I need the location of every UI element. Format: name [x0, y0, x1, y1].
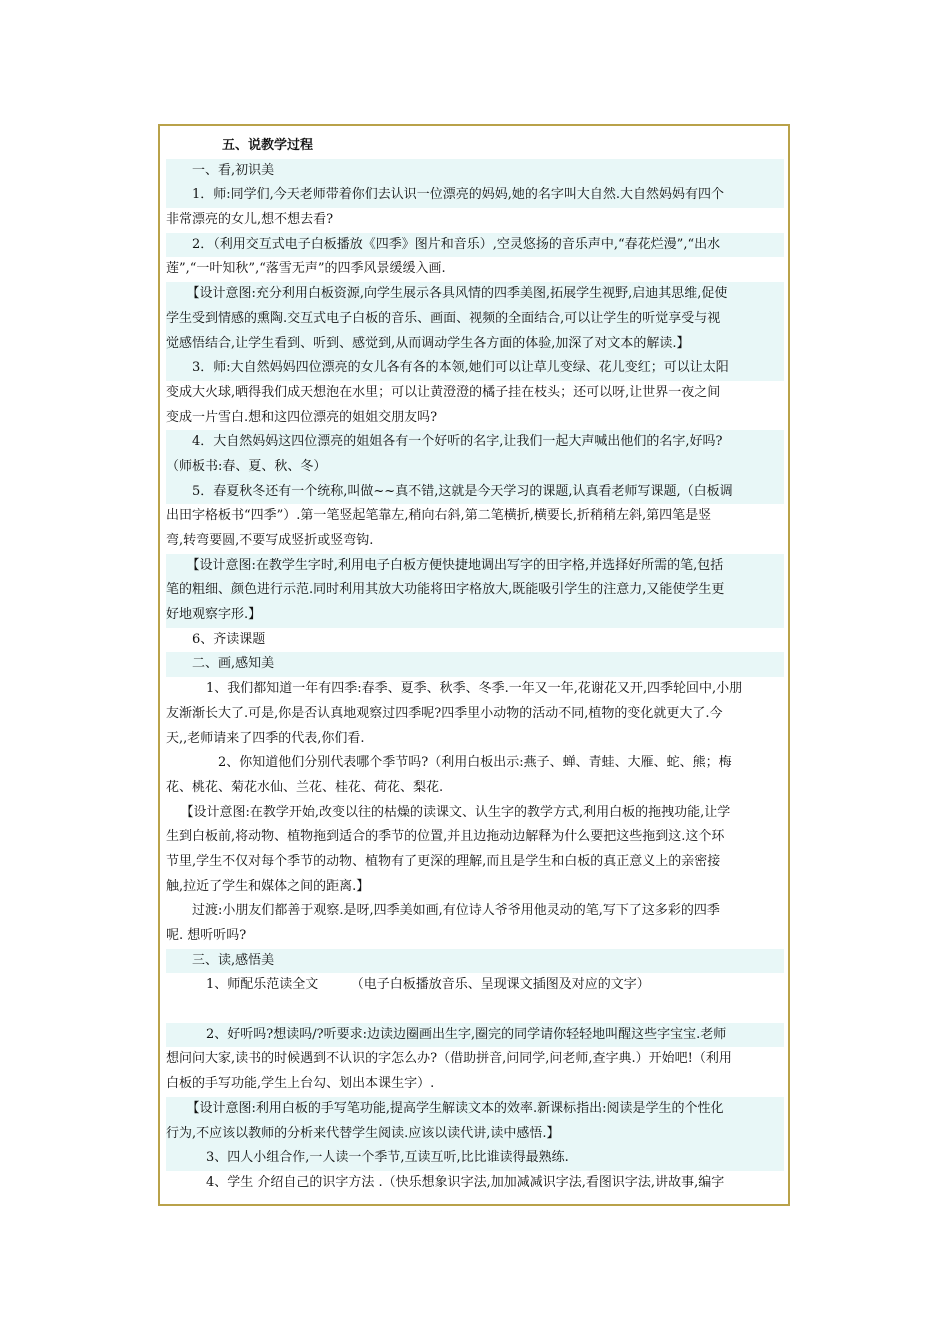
text-line: 3．师:大自然妈妈四位漂亮的女儿各有各的本领,她们可以让草儿变绿、花儿变红；可以让太阳 — [166, 356, 784, 381]
text-line: 白板的手写功能,学生上台勾、划出本课生字）. — [166, 1076, 435, 1092]
text-line — [166, 998, 784, 1023]
text-line: 生到白板前,将动物、植物拖到适合的季节的位置,并且边拖动边解释为什么要把这些拖到这.这个环 — [166, 829, 725, 845]
text-line: 天,,老师请来了四季的代表,你们看. — [166, 730, 365, 746]
text-line: 1、我们都知道一年有四季:春季、夏季、秋季、冬季.一年又一年,花谢花又开,四季轮回中,小朋 — [180, 681, 743, 697]
text-line: 变成一片雪白.想和这四位漂亮的姐姐交朋友吗? — [166, 409, 438, 425]
text-line: 弯,转弯要圆,不要写成竖折或竖弯钩. — [166, 533, 374, 548]
text-line: 【设计意图:在教学生字时,利用电子白板方便快捷地调出写字的田字格,并选择好所需的笔,包括 — [166, 554, 784, 579]
text-line: 1．师:同学们,今天老师带着你们去认识一位漂亮的妈妈,她的名字叫大自然.大自然妈妈有四个 — [166, 183, 784, 208]
text-line: 5．春夏秋冬还有一个统称,叫做~~真不错,这就是今天学习的课题,认真看老师写课题,（白板调 — [166, 480, 784, 505]
text-line: 二、画,感知美 — [166, 652, 784, 677]
text-line: 【设计意图:在教学开始,改变以往的枯燥的读课文、认生字的教学方式,利用白板的拖拽功能,让学 — [174, 804, 731, 820]
text-line: 2、你知道他们分别代表哪个季节吗?（利用白板出示:燕子、蝉、青蛙、大雁、蛇、熊；梅 — [192, 755, 732, 771]
text-line: （师板书:春、夏、秋、冬） — [166, 455, 784, 480]
text-line: 笔的粗细、颜色进行示范.同时利用其放大功能将田字格放大,既能吸引学生的注意力,又能使学生更 — [166, 578, 784, 603]
text-line: 节里,学生不仅对每个季节的动物、植物有了更深的理解,而且是学生和白板的真正意义上的亲密接 — [166, 853, 721, 869]
text-line: 五、说教学过程 — [196, 138, 314, 153]
text-line: 4．大自然妈妈这四位漂亮的姐姐各有一个好听的名字,让我们一起大声喊出他们的名字,好吗? — [166, 430, 784, 455]
text-line: 学生受到情感的熏陶.交互式电子白板的音乐、画面、视频的全面结合,可以让学生的听觉享受与视 — [166, 307, 784, 332]
text-line: 一、看,初识美 — [166, 159, 784, 184]
text-line: 【设计意图:利用白板的手写笔功能,提高学生解读文本的效率.新课标指出:阅读是学生的个性化 — [166, 1097, 784, 1122]
text-line: 2、好听吗?想读吗/?听要求:边读边圈画出生字,圈完的同学请你轻轻地叫醒这些字宝宝.老师 — [166, 1023, 784, 1048]
text-line: 6、齐读课题 — [166, 631, 266, 647]
text-line: 非常漂亮的女儿,想不想去看? — [166, 212, 334, 228]
text-line: 触,拉近了学生和媒体之间的距离.】 — [166, 878, 370, 894]
text-line: 花、桃花、菊花水仙、兰花、桂花、荷花、梨花. — [166, 779, 444, 795]
document-body — [166, 134, 784, 1196]
text-line: 3、四人小组合作,一人读一个季节,互读互听,比比谁读得最熟练. — [166, 1146, 784, 1171]
text-line: 好地观察字形.】 — [166, 603, 784, 628]
text-line: 【设计意图:充分利用白板资源,向学生展示各具风情的四季美图,拓展学生视野,启迪其思维,促使 — [166, 282, 784, 307]
text-line: 三、读,感悟美 — [166, 949, 784, 974]
text-line: 4、学生 介绍自己的识字方法 .（快乐想象识字法,加加减减识字法,看图识字法,讲故事,编字 — [180, 1174, 725, 1190]
text-line: 觉感悟结合,让学生看到、听到、感觉到,从而调动学生各方面的体验,加深了对文本的解读.】 — [166, 332, 784, 357]
text-line: 2．（利用交互式电子白板播放《四季》图片和音乐）,空灵悠扬的音乐声中,“春花烂漫”,“出水 — [166, 233, 784, 258]
document-frame — [158, 124, 790, 1206]
text-line: 友渐渐长大了.可是,你是否认真地观察过四季呢?四季里小动物的活动不同,植物的变化就更大了.今 — [166, 705, 723, 721]
text-line: 行为,不应该以教师的分析来代替学生阅读.应该以读代讲,读中感悟.】 — [166, 1122, 784, 1147]
text-line: 过渡:小朋友们都善于观察.是呀,四季美如画,有位诗人爷爷用他灵动的笔,写下了这多彩的四季 — [166, 903, 720, 919]
text-line: 1、师配乐范读全文 （电子白板播放音乐、呈现课文插图及对应的文字） — [180, 977, 650, 993]
text-line: 莲”,“一叶知秋”,“落雪无声”的四季风景缓缓入画. — [166, 261, 446, 277]
text-line: 出田字格板书“四季”）.第一笔竖起笔靠左,稍向右斜,第二笔横折,横要长,折稍稍左斜,第四笔是竖 — [166, 508, 712, 524]
text-line: 变成大火球,晒得我们成天想泡在水里；可以让黄澄澄的橘子挂在枝头；还可以呀,让世界一夜之间 — [166, 384, 721, 400]
text-line: 想问问大家,读书的时候遇到不认识的字怎么办?（借助拼音,问同学,问老师,查字典.）开始吧!（利用 — [166, 1051, 732, 1067]
text-line: 呢. 想听听吗? — [166, 928, 247, 943]
